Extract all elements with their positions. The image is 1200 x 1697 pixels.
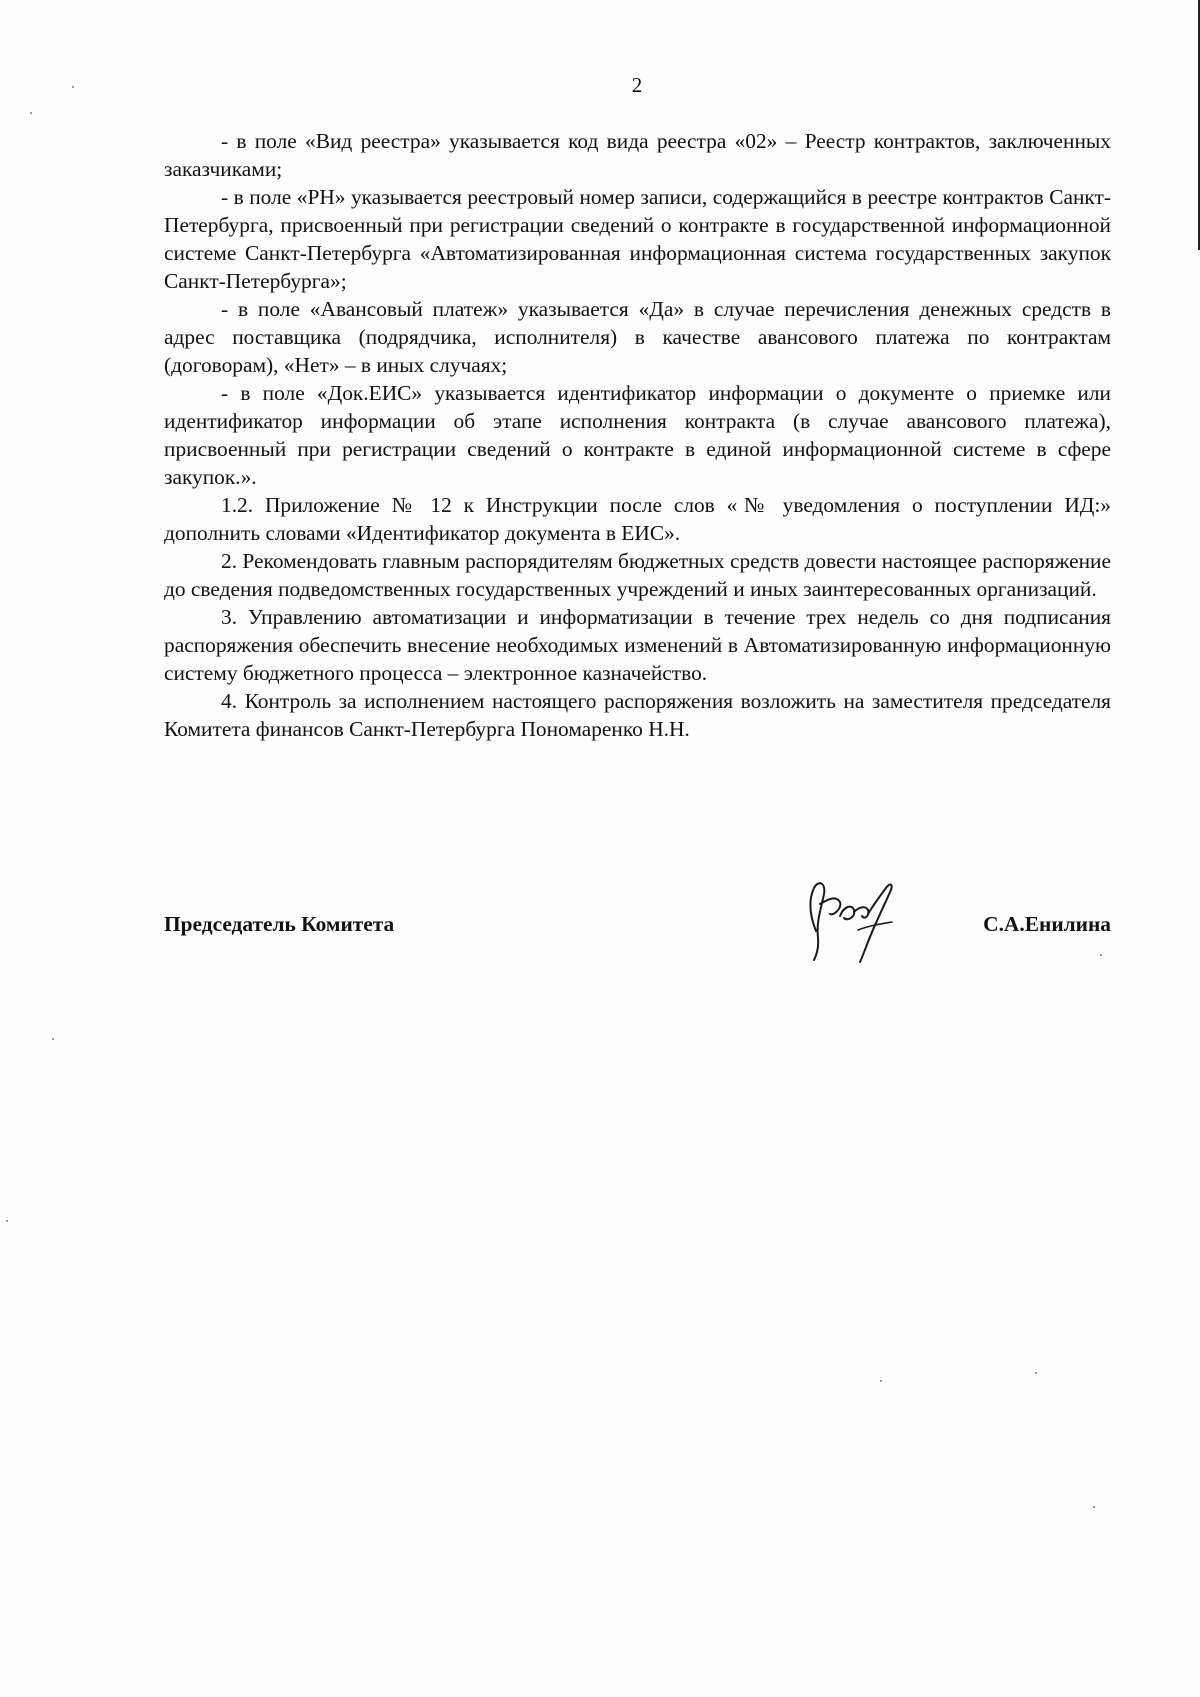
paragraph-avansovyi-platezh: - в поле «Авансовый платеж» указывается «Да» в случае перечисления денежных средств в адрес поставщика (подрядчика, исполнителя) в качестве авансового платежа по контрактам (договорам), «Нет» – в иных случаях; <box>164 297 1111 377</box>
scan-speck <box>6 1220 8 1222</box>
paragraph-1-2: 1.2. Приложение № 12 к Инструкции после слов «№ уведомления о поступлении ИД:» дополнить словами «Идентификатор документа в ЕИС». <box>164 493 1111 545</box>
paragraph-dok-eis: - в поле «Док.ЕИС» указывается идентификатор информации о документе о приемке или идентификатор информации об этапе исполнения контракта (в случае авансового платежа), присвоенный при регистрации сведений о контракте в единой информационной системе в сфере закупок.». <box>164 381 1111 489</box>
signatory-position: Председатель Комитета <box>164 912 395 936</box>
scan-speck <box>1100 954 1102 956</box>
scan-speck <box>1035 1372 1037 1374</box>
page-number: 2 <box>631 73 643 97</box>
paragraph-rn: - в поле «РН» указывается реестровый номер записи, содержащийся в реестре контрактов Санкт-Петербурга, присвоенный при регистрации сведений о контракте в государственной информационной системе Санкт-Петербурга «Автоматизированная информационная система государственных закупок Санкт-Петербурга»; <box>164 185 1111 293</box>
paragraph-3: 3. Управлению автоматизации и информатизации в течение трех недель со дня подписания распоряжения обеспечить внесение необходимых изменений в Автоматизированную информационную систему бюджетного процесса – электронное казначейство. <box>164 605 1111 685</box>
scan-speck <box>880 1380 882 1382</box>
handwritten-signature <box>796 876 916 966</box>
paragraph-vid-reestra: - в поле «Вид реестра» указывается код вида реестра «02» – Реестр контрактов, заключенных заказчиками; <box>164 129 1111 181</box>
signatory-name: С.А.Енилина <box>983 912 1111 936</box>
paragraph-2: 2. Рекомендовать главным распорядителям бюджетных средств довести настоящее распоряжение до сведения подведомственных государственных учреждений и иных заинтересованных организаций. <box>164 549 1111 601</box>
scan-speck <box>30 112 32 114</box>
scan-speck <box>1093 1506 1095 1508</box>
scan-speck <box>72 86 74 88</box>
paragraph-4: 4. Контроль за исполнением настоящего распоряжения возложить на заместителя председателя Комитета финансов Санкт-Петербурга Пономаренко Н.Н. <box>164 689 1111 741</box>
signature-block <box>164 910 1111 970</box>
scan-speck <box>52 1038 54 1040</box>
document-body <box>164 127 1111 743</box>
